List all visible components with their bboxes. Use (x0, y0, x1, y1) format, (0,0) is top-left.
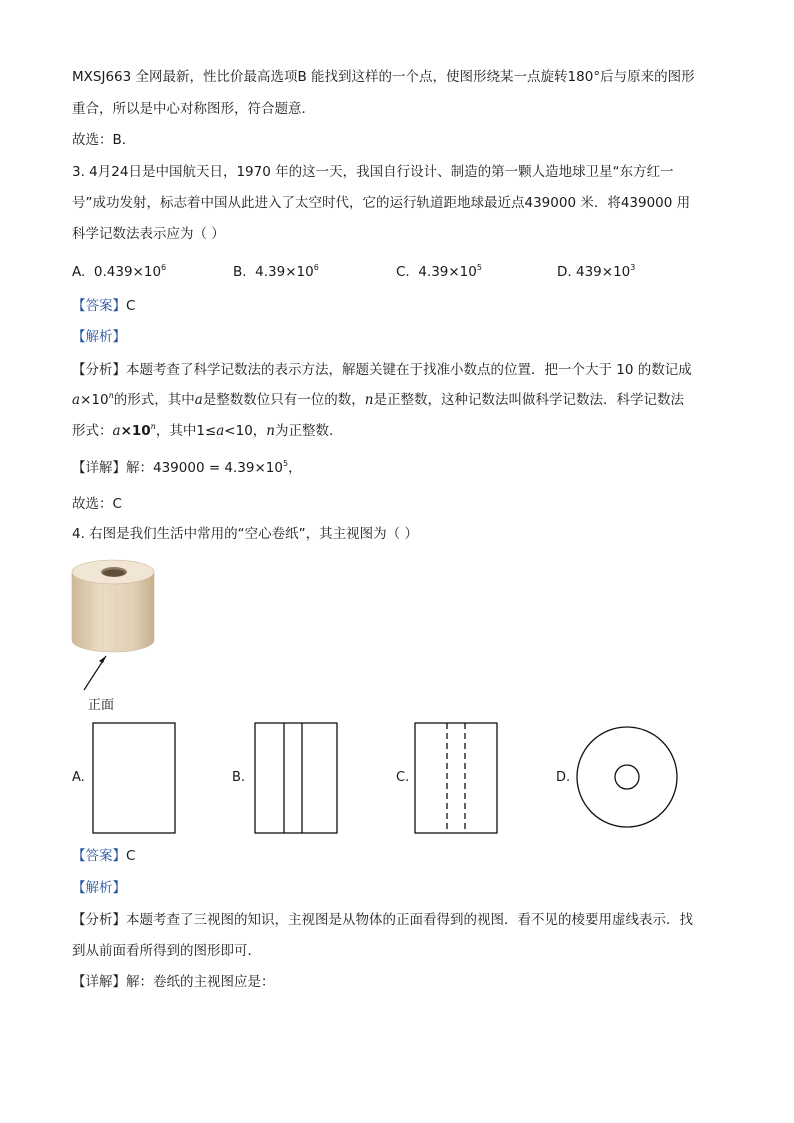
q3-detail: 【详解】解：$439000 = 4.39\times 10^5$， (72, 459, 302, 476)
q4-option-c-figure (414, 722, 498, 834)
q3-analysis-tag: 【解析】 (72, 329, 126, 345)
q4-option-d-label: D. (556, 770, 571, 785)
intro-line-1: MXSJ663 全网最新，性比价最高选项B 能找到这样的一个点，使图形绕某一点旋转180°后与原来的图形 (72, 69, 695, 85)
q3-stem-line-2: 号”成功发射，标志着中国从此进入了太空时代，它的运行轨道距地球最近点439000 米．将439000 用 (72, 195, 691, 211)
q3-option-a: A. $0.439\times 10^6$ (72, 263, 167, 280)
q4-fenxi-line-2: 到从前面看所得到的图形即可． (72, 943, 261, 959)
fenxi-tag: 【分析】 (72, 912, 126, 928)
q4-option-b-label: B. (232, 770, 246, 785)
answer-tag: 【答案】 (72, 298, 126, 314)
q3-choice: 故选：C (72, 496, 122, 512)
q3-option-b: B. $4.39\times 10^6$ (233, 263, 319, 280)
q3-option-c: C. $4.39\times 10^5$ (396, 263, 482, 280)
q3-fenxi-line-1: 【分析】本题考查了科学记数法的表示方法，解题关键在于找准小数点的位置．把一个大于 10 的数记成 (72, 362, 692, 378)
intro-line-2: 重合，所以是中心对称图形，符合题意． (72, 101, 315, 117)
paper-roll-image (68, 558, 158, 698)
front-label: 正面 (88, 698, 115, 713)
q4-analysis-tag: 【解析】 (72, 880, 126, 896)
fenxi-tag: 【分析】 (72, 362, 126, 378)
q3-stem-line-1: 3. 4月24日是中国航天日，1970 年的这一天，我国自行设计、制造的第一颗人造地球卫星“东方红一 (72, 164, 674, 180)
q4-stem: 4. 右图是我们生活中常用的“空心卷纸”，其主视图为（ ） (72, 526, 418, 542)
q4-option-a-label: A. (72, 770, 85, 785)
answer-tag: 【答案】 (72, 848, 126, 864)
detail-tag: 【详解】 (72, 460, 126, 476)
q4-option-a-figure (92, 722, 176, 834)
q3-fenxi-line-3: 形式：$a\times 10^n$，其中1≤a<10，n为正整数． (72, 422, 343, 439)
intro-choice: 故选：B． (72, 132, 136, 148)
q4-option-c-label: C. (396, 770, 410, 785)
q4-detail: 【详解】解：卷纸的主视图应是： (72, 974, 275, 990)
q3-answer: 【答案】C (72, 298, 136, 314)
q4-answer: 【答案】C (72, 848, 136, 864)
q4-option-b-figure (254, 722, 338, 834)
q4-option-d-figure (576, 722, 680, 834)
q3-fenxi-line-2: $a\times 10^n$的形式，其中a是整数数位只有一位的数，n是正整数，这种记数法叫做科学记数法．科学记数法 (72, 391, 684, 408)
q3-stem-line-3: 科学记数法表示应为（ ） (72, 226, 225, 242)
q3-option-d: D. $439\times 10^3$ (557, 263, 636, 280)
detail-tag: 【详解】 (72, 974, 126, 990)
q4-fenxi-line-1: 【分析】本题考查了三视图的知识，主视图是从物体的正面看得到的视图．看不见的棱要用虚线表示．找 (72, 912, 693, 928)
